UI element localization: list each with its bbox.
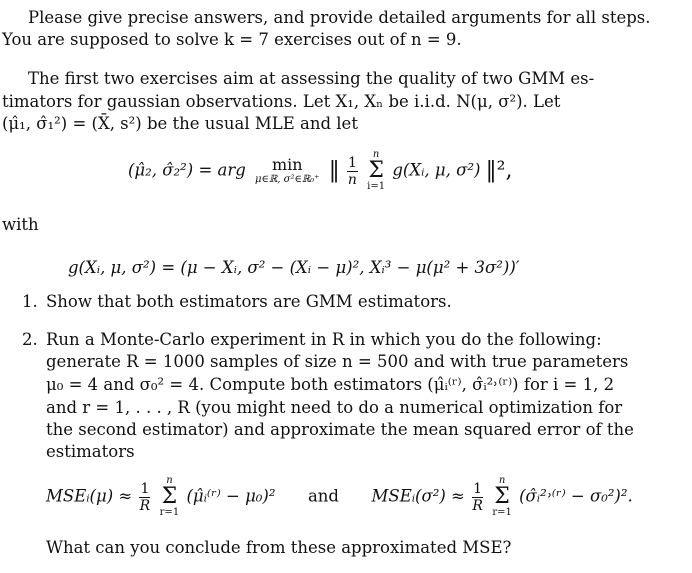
moment-function-equation: g(Xᵢ, μ, σ²) = (μ − Xᵢ, σ² − (Xᵢ − μ)², Xᵢ³ − μ(μ² + 3σ²))′	[68, 258, 520, 277]
with-label: with	[2, 215, 39, 234]
mse-mu-frac-num: 1	[140, 480, 150, 497]
min-subscript: μ∈ℝ, σ²∈ℝ₀⁺	[255, 174, 320, 185]
item-1-number: 1.	[22, 292, 38, 311]
item-2-line-6: estimators	[46, 442, 135, 461]
mse-sigma-body: (σ̂ᵢ²˒⁽ʳ⁾ − σ₀²)².	[519, 486, 633, 506]
sum-operator	[367, 150, 385, 192]
frac-numerator: 1	[347, 154, 357, 171]
para-line-3: (μ̂₁, σ̂₁²) = (X̄, s²) be the usual MLE and let	[2, 114, 358, 133]
mse-mu-sum-upper: n	[166, 475, 173, 486]
mse-sigma-sum-upper: n	[498, 475, 506, 486]
sigma-symbol: Σ	[368, 158, 384, 183]
mse-mu-frac-den: R	[139, 497, 151, 514]
sum-lower: i=1	[367, 181, 386, 192]
mse-mu-sum-lower: r=1	[159, 507, 180, 518]
mse-sigma-sum-lower: r=1	[492, 507, 512, 518]
item-2-line-5: the second estimator) and approximate the mean squared error of the	[46, 420, 634, 439]
para-line-2: timators for gaussian observations. Let X₁, Xₙ be i.i.d. N(μ, σ²). Let	[2, 92, 561, 111]
norm-close: ‖²,	[485, 158, 513, 183]
item-1-line-1: Show that both estimators are GMM estimators.	[46, 292, 452, 311]
equation-lhs: (μ̂₂, σ̂₂²) = arg	[128, 160, 246, 180]
mse-mu-body: (μ̂ᵢ⁽ʳ⁾ − μ₀)²	[186, 486, 276, 506]
mse-sigma-fraction	[472, 481, 483, 514]
mse-mu-lhs: MSEᵢ(μ) ≈	[46, 486, 133, 506]
frac-denominator: n	[347, 171, 357, 188]
item-2-line-3: μ₀ = 4 and σ₀² = 4. Compute both estimators (μ̂ᵢ⁽ʳ⁾, σ̂ᵢ²˒⁽ʳ⁾) for i = 1, 2	[46, 375, 615, 394]
sigma-symbol: Σ	[494, 484, 510, 509]
mse-sigma-frac-num: 1	[473, 480, 483, 497]
mse-mu-sum	[160, 476, 180, 518]
argmin-operator	[255, 156, 319, 186]
gmm-estimator-equation	[128, 150, 512, 192]
item-2-line-4: and r = 1, . . . , R (you might need to do a numerical optimization for	[46, 398, 623, 417]
intro-line-2: You are supposed to solve k = 7 exercises out of n = 9.	[2, 30, 462, 49]
fraction-one-over-n	[347, 155, 358, 188]
item-2-number: 2.	[22, 330, 38, 349]
item-2-line-2: generate R = 1000 samples of size n = 500 and with true parameters	[46, 352, 629, 371]
min-label: min	[271, 155, 303, 174]
mse-mu-fraction	[139, 481, 150, 514]
mse-sigma-sum	[492, 476, 512, 518]
sum-upper: n	[372, 149, 380, 160]
item-2-line-1: Run a Monte-Carlo experiment in R in which you do the following:	[46, 330, 602, 349]
sigma-symbol: Σ	[161, 484, 178, 509]
intro-line-1: Please give precise answers, and provide detailed arguments for all steps.	[28, 8, 651, 27]
and-label: and	[307, 486, 339, 506]
mse-sigma-frac-den: R	[472, 497, 483, 514]
closing-question: What can you conclude from these approximated MSE?	[46, 538, 512, 557]
norm-open: ‖	[328, 158, 340, 183]
sum-body: g(Xᵢ, μ, σ²)	[392, 160, 481, 180]
mse-sigma-lhs: MSEᵢ(σ²) ≈	[371, 486, 465, 506]
mse-equation	[46, 476, 633, 518]
para-line-1: The first two exercises aim at assessing the quality of two GMM es-	[28, 69, 595, 88]
